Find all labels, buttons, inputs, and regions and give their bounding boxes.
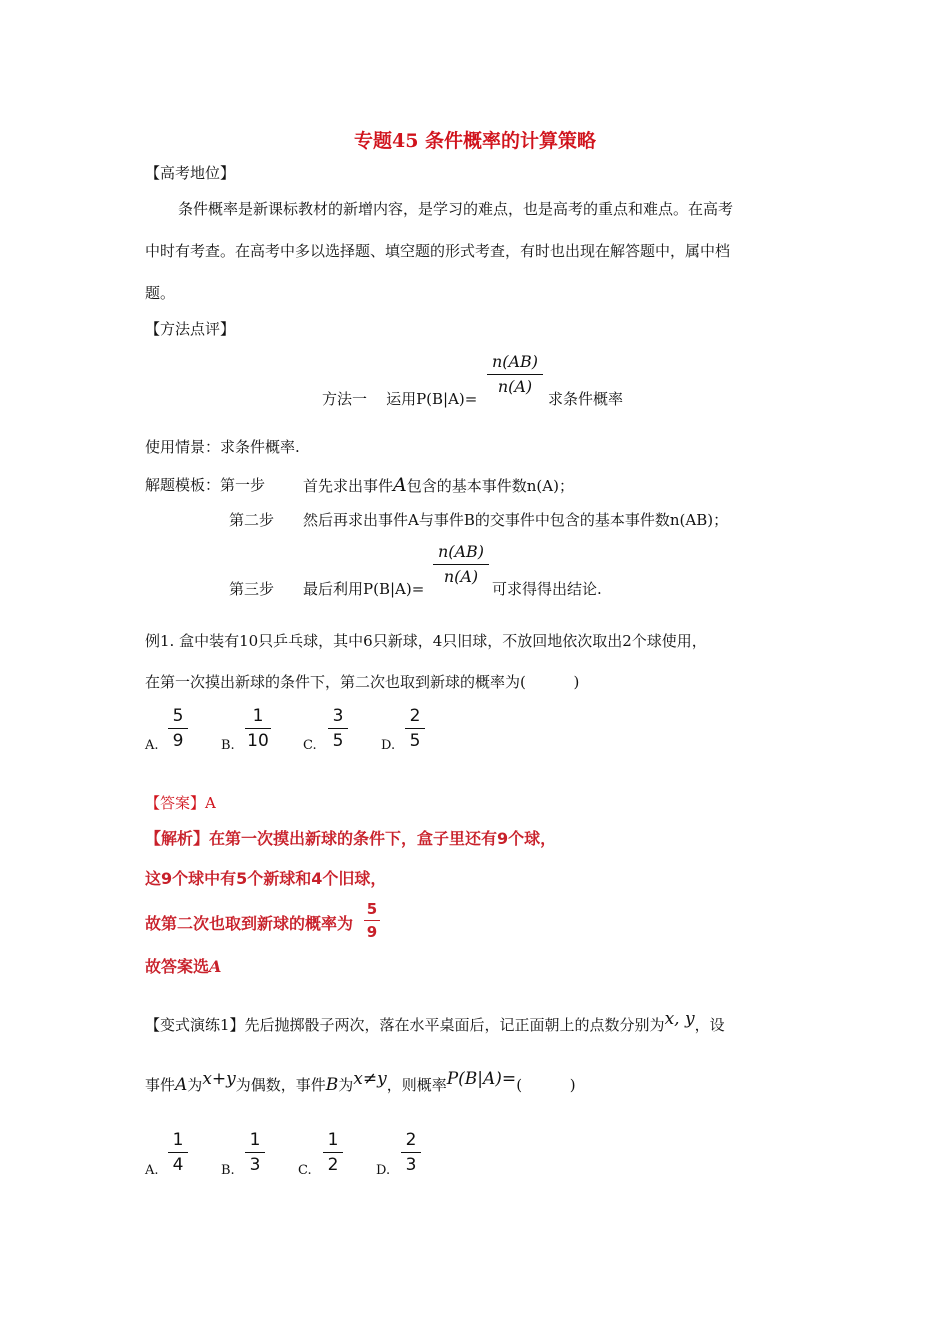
page-title: 专题45 条件概率的计算策略 [353,130,597,152]
fraction-denominator: 9 [366,923,378,942]
answer-label: 【答案】 [145,794,206,812]
example1-option-b-label: B. [221,738,235,753]
example1-option-b-fraction [245,706,271,751]
gaokao-line-2: 中时有考查。在高考中多以选择题、填空题的形式考查，有时也出现在解答题中，属中档 [145,242,731,260]
fraction-denominator: 10 [247,731,269,752]
step2-label: 第二步 [229,511,275,529]
variant1-option-b-fraction [245,1130,265,1175]
example1-option-c-label: C. [303,738,317,753]
fraction-bar [401,1152,421,1153]
example1-line-1: 例1. 盒中装有10只乒乓球，其中6只新球，4只旧球，不放回地依次取出2个球使用， [145,632,707,650]
variant1-text-2d: 为 [338,1076,354,1094]
analysis-text-1: 在第一次摸出新球的条件下，盒子里还有9个球， [209,829,557,848]
answer-value: A [205,794,216,812]
fraction-denominator: 9 [172,731,184,752]
fraction-numerator: 5 [366,900,378,918]
template-label-step1: 解题模板：第一步 [145,476,266,494]
analysis-label: 【解析】 [145,829,210,848]
analysis-line-1 [145,826,556,849]
variant1-option-a-label: A. [145,1163,159,1178]
method1-formula-suffix: 求条件概率 [548,390,624,408]
gaokao-line-1: 条件概率是新课标教材的新增内容，是学习的难点，也是高考的重点和难点。在高考 [178,200,734,218]
example1-option-a-label: A. [145,738,159,753]
step3-fraction [433,542,489,587]
fraction-denominator: 5 [332,731,344,752]
variant1-option-a-fraction [168,1130,188,1175]
fraction-bar [168,1152,188,1153]
step3-formula-suffix: 可求得得出结论. [492,580,602,598]
method1-fraction-numerator: n(AB) [491,352,539,371]
analysis-fraction [364,900,380,941]
analysis-line-2: 这9个球中有5个新球和4个旧球， [145,869,387,888]
fraction-numerator: 2 [405,1130,417,1150]
usage-text: 使用情景：求条件概率. [145,438,300,456]
example1-line-2: 在第一次摸出新球的条件下，第二次也取到新球的概率为( ) [145,673,580,691]
fraction-numerator: 1 [249,1130,261,1150]
analysis-line-4 [145,954,221,977]
fraction-numerator: 1 [252,706,264,726]
variant1-option-d-fraction [401,1130,421,1175]
analysis-line-3: 故第二次也取到新球的概率为 [145,914,354,933]
variant1-option-b-label: B. [221,1163,235,1178]
variant1-expr-neq: x≠y [353,1069,387,1089]
variant1-event-b: B [325,1075,339,1095]
variant1-event-a: A [175,1075,188,1095]
variant1-option-d-label: D. [376,1163,391,1178]
variant1-vars-xy: x, y [664,1009,695,1029]
fraction-denominator: 2 [327,1155,339,1176]
variant1-text-2a: 事件 [145,1076,176,1094]
variant1-line-2 [145,1069,576,1095]
example1-option-a-fraction [168,706,188,751]
fraction-denominator: 3 [249,1155,261,1176]
variant1-text-2e: ，则概率 [386,1076,447,1094]
fraction-numerator: 1 [327,1130,339,1150]
fraction-denominator: 3 [405,1155,417,1176]
fraction-bar [487,374,543,375]
example1-option-d-fraction [405,706,425,751]
variant1-line-1 [145,1009,725,1035]
fraction-numerator: 1 [172,1130,184,1150]
fraction-bar [245,1152,265,1153]
fraction-numerator: 2 [409,706,421,726]
step2-text: 然后再求出事件A与事件B的交事件中包含的基本事件数n(AB)； [303,511,729,529]
analysis-text-4: 故答案选 [145,957,210,976]
step3-label: 第三步 [229,580,275,598]
example1-option-c-fraction [328,706,348,751]
answer-line [145,792,216,813]
section-heading-gaokao: 【高考地位】 [145,164,236,182]
variant1-expr-prob: P(B|A)= [446,1069,517,1089]
step1-text-a: 首先求出事件 [303,477,394,495]
method1-formula-prefix: 方法一 运用P(B|A)= [322,390,478,408]
fraction-bar [405,728,425,729]
variant1-label: 【变式演练1】 [145,1016,245,1034]
step1-text-b: 包含的基本事件数n(A)； [406,477,574,495]
method1-fraction-denominator: n(A) [497,377,533,397]
variant1-expr-sum: x+y [202,1069,236,1089]
example1-option-d-label: D. [381,738,396,753]
step1-variable: A [393,474,407,496]
section-heading-method: 【方法点评】 [145,320,236,338]
fraction-bar [364,920,380,921]
fraction-numerator: 5 [172,706,184,726]
fraction-numerator: 3 [332,706,344,726]
fraction-bar [328,728,348,729]
fraction-bar [168,728,188,729]
variant1-option-c-fraction [323,1130,343,1175]
analysis-variable: A [209,957,222,976]
fraction-bar [323,1152,343,1153]
variant1-text-2b: 为 [187,1076,203,1094]
variant1-text-1: 先后抛掷骰子两次，落在水平桌面后，记正面朝上的点数分别为 [244,1016,665,1034]
method1-fraction [487,352,543,397]
step3-fraction-denominator: n(A) [443,567,479,587]
variant1-text-2c: 为偶数，事件 [235,1076,326,1094]
gaokao-line-3: 题。 [145,284,176,302]
variant1-text-1-end: ，设 [694,1016,725,1034]
variant1-option-c-label: C. [298,1163,312,1178]
variant1-text-2f: ( ) [516,1076,576,1094]
fraction-bar [433,564,489,565]
step3-fraction-numerator: n(AB) [437,542,485,561]
fraction-denominator: 4 [172,1155,184,1176]
fraction-denominator: 5 [409,731,421,752]
step1-text [303,474,574,496]
step3-formula-prefix: 最后利用P(B|A)= [303,580,425,598]
fraction-bar [245,728,271,729]
